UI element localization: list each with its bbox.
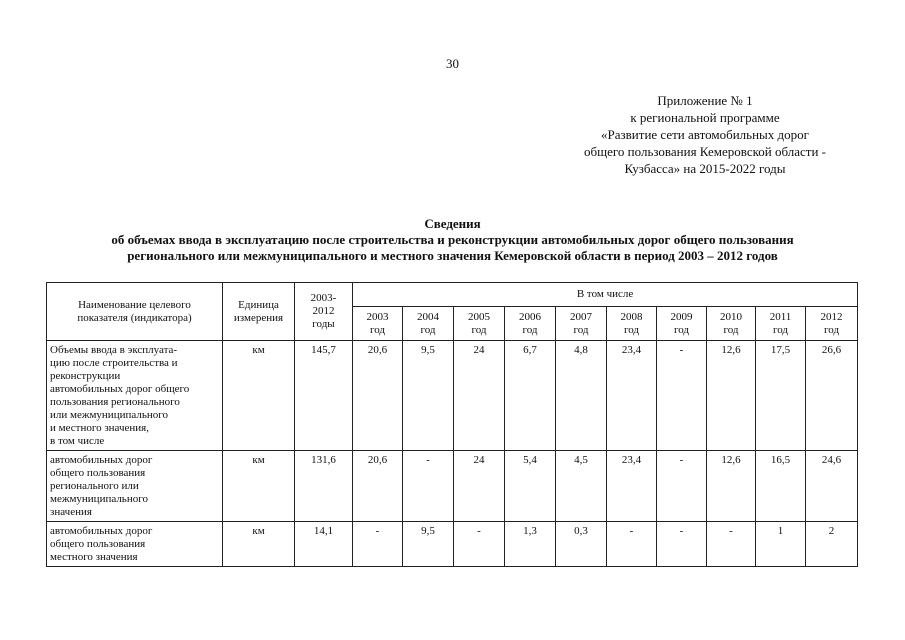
year-value-cell: 24,6 <box>806 451 858 522</box>
indicator-name-line: значения <box>50 506 92 518</box>
year-value-cell: 9,5 <box>403 522 454 567</box>
year-value-cell: 4,8 <box>556 341 607 451</box>
year-value-cell: 6,7 <box>505 341 556 451</box>
year-value-cell: 2 <box>806 522 858 567</box>
year-value-cell: 16,5 <box>756 451 806 522</box>
appendix-line: к региональной программе <box>630 110 780 125</box>
year-value-cell: 12,6 <box>707 341 756 451</box>
unit-cell: км <box>223 451 295 522</box>
indicator-name <box>47 522 223 567</box>
appendix-note <box>535 92 875 177</box>
title-line: регионального или межмуниципального и местного значения Кемеровской области в период 2003 – 2012 годов <box>127 248 778 263</box>
year-value-cell: - <box>607 522 657 567</box>
header-year-number: 2008 <box>620 310 643 323</box>
header-year <box>657 307 707 341</box>
appendix-line: общего пользования Кемеровской области - <box>584 144 826 159</box>
total-cell: 145,7 <box>295 341 353 451</box>
unit-cell: км <box>223 522 295 567</box>
indicator-name <box>47 341 223 451</box>
indicator-name-line: или межмуниципального <box>50 409 168 421</box>
header-year-number: 2007 <box>570 310 592 323</box>
header-year <box>806 307 858 341</box>
year-value-cell: 24 <box>454 341 505 451</box>
header-year-suffix: год <box>522 323 538 336</box>
title-line: об объемах ввода в эксплуатацию после строительства и реконструкции автомобильных дорог общего пользования <box>111 232 794 247</box>
year-value-cell: 1,3 <box>505 522 556 567</box>
page-number: 30 <box>446 56 459 71</box>
indicator-name-line: реконструкции <box>50 370 121 382</box>
year-value-cell: - <box>657 341 707 451</box>
header-year-number: 2003 <box>366 310 389 323</box>
header-year-suffix: год <box>471 323 487 336</box>
year-value-cell: 23,4 <box>607 341 657 451</box>
year-value-cell: - <box>454 522 505 567</box>
header-year <box>707 307 756 341</box>
header-year-number: 2004 <box>417 310 439 323</box>
header-year-suffix: год <box>723 323 739 336</box>
year-value-cell: 0,3 <box>556 522 607 567</box>
indicator-name-line: и местного значения, <box>50 422 149 434</box>
total-cell: 131,6 <box>295 451 353 522</box>
header-year <box>403 307 454 341</box>
year-value-cell: 26,6 <box>806 341 858 451</box>
year-value-cell: 24 <box>454 451 505 522</box>
indicator-name-line: Объемы ввода в эксплуата- <box>50 344 178 356</box>
year-value-cell: 12,6 <box>707 451 756 522</box>
header-year-number: 2012 <box>820 310 843 323</box>
header-year-number: 2011 <box>769 310 792 323</box>
appendix-line: Кузбасса» на 2015-2022 годы <box>624 161 786 176</box>
header-year-suffix: год <box>369 323 386 336</box>
header-year-number: 2005 <box>468 310 490 323</box>
header-unit: Единица измерения <box>223 283 295 341</box>
appendix-line: Приложение № 1 <box>657 93 753 108</box>
year-value-cell: 4,5 <box>556 451 607 522</box>
document-title <box>0 216 905 264</box>
indicator-name-line: цию после строительства и <box>50 357 178 369</box>
header-year-number: 2009 <box>670 310 693 323</box>
indicator-name-line: пользования регионального <box>50 396 180 408</box>
header-year-suffix: год <box>623 323 640 336</box>
header-year-suffix: год <box>673 323 690 336</box>
header-year-suffix: год <box>824 323 840 336</box>
title-line: Сведения <box>424 216 481 231</box>
header-year-suffix: год <box>772 323 789 336</box>
header-year-number: 2010 <box>720 310 742 323</box>
indicator-name-line: автомобильных дорог <box>50 525 153 537</box>
year-value-cell: 5,4 <box>505 451 556 522</box>
indicator-name-line: межмуниципального <box>50 493 148 505</box>
indicator-name-line: автомобильных дорог <box>50 454 153 466</box>
header-year <box>353 307 403 341</box>
year-value-cell: - <box>657 451 707 522</box>
header-year <box>556 307 607 341</box>
indicator-name <box>47 451 223 522</box>
indicator-name-line: автомобильных дорог общего <box>50 383 190 395</box>
header-year <box>505 307 556 341</box>
header-year-suffix: год <box>573 323 589 336</box>
year-value-cell: 1 <box>756 522 806 567</box>
indicator-name-line: общего пользования <box>50 467 146 479</box>
header-year <box>756 307 806 341</box>
year-value-cell: 9,5 <box>403 341 454 451</box>
total-cell: 14,1 <box>295 522 353 567</box>
indicator-name-line: общего пользования <box>50 538 146 550</box>
table-row <box>47 522 858 567</box>
header-year-suffix: год <box>420 323 436 336</box>
year-value-cell: 20,6 <box>353 451 403 522</box>
unit-cell: км <box>223 341 295 451</box>
year-value-cell: 17,5 <box>756 341 806 451</box>
indicator-name-line: местного значения <box>50 551 138 563</box>
header-year <box>607 307 657 341</box>
header-year-number: 2006 <box>519 310 541 323</box>
year-value-cell: - <box>353 522 403 567</box>
header-total: 2003-2012 годы <box>295 283 353 341</box>
year-value-cell: 20,6 <box>353 341 403 451</box>
header-year <box>454 307 505 341</box>
road-commissioning-table <box>46 282 858 567</box>
appendix-line: «Развитие сети автомобильных дорог <box>601 127 809 142</box>
header-indicator: Наименование целевого показателя (индикатора) <box>47 283 223 341</box>
table-row <box>47 341 858 451</box>
year-value-cell: - <box>403 451 454 522</box>
year-value-cell: - <box>707 522 756 567</box>
indicator-name-line: регионального или <box>50 480 139 492</box>
year-value-cell: - <box>657 522 707 567</box>
year-value-cell: 23,4 <box>607 451 657 522</box>
header-including: В том числе <box>353 283 858 307</box>
table-row <box>47 451 858 522</box>
indicator-name-line: в том числе <box>50 435 105 447</box>
